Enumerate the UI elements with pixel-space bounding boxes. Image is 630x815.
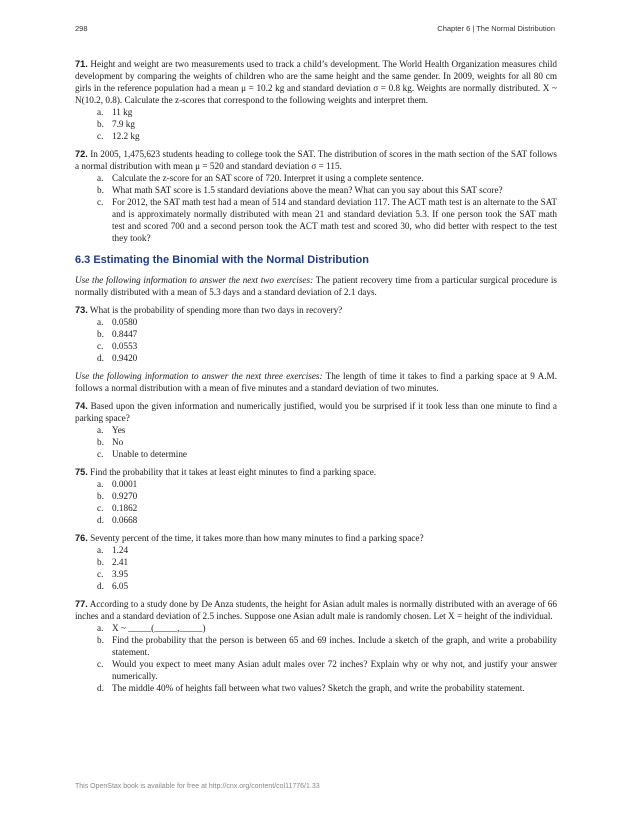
option-text: X ~ _____(_____,_____) [112,623,206,633]
intro-text: The length of time it takes to find a parking space at 9 A.M. follows a normal distribution with a mean of five minutes and a standard deviation of two minutes. [75,371,557,393]
option-text: Would you expect to meet many Asian adult males over 72 inches? Explain why or why not, and justify your answer numerically. [112,659,557,681]
exercise-number: 74. [75,401,88,411]
list-item [97,568,557,580]
option-text: For 2012, the SAT math test had a mean of 514 and standard deviation 117. The ACT math test is an alternate to the SAT and is approximately normally distributed with mean 21 and standard deviation 5.3. If one person took the SAT math test and scored 700 and a second person took the ACT math test and scored 30, who did better with respect to the test they took? [112,197,557,243]
option-text: 3.95 [112,569,129,579]
list-item [97,340,557,352]
exercise-73 [75,304,557,364]
page-header [75,24,555,33]
list-item [97,130,557,142]
option-letter: b. [97,437,104,447]
exercise-text: In 2005, 1,475,623 students heading to college took the SAT. The distribution of scores in the math section of the SAT follows a normal distribution with mean μ = 520 and standard deviation σ = 115. [75,149,557,171]
option-text: 0.1862 [112,503,138,513]
exercise-text: According to a study done by De Anza students, the height for Asian adult males is normally distributed with an average of 66 inches and a standard deviation of 2.5 inches. Suppose one Asian adult male is randomly chosen. Let X = height of the individual. [75,599,557,621]
exercise-number: 71. [75,59,88,69]
list-item [97,622,557,634]
option-text: 0.0580 [112,317,138,327]
option-list [75,478,557,526]
option-letter: c. [97,569,104,579]
exercise-72 [75,148,557,244]
exercise-text: What is the probability of spending more than two days in recovery? [89,305,343,315]
option-letter: b. [97,491,104,501]
option-text: The middle 40% of heights fall between what two values? Sketch the graph, and write the probability statement. [112,683,525,693]
option-letter: d. [97,353,104,363]
list-item [97,352,557,364]
exercise-text: Height and weight are two measurements used to track a child’s development. The World Health Organization measures child development by comparing the weights of children who are the same height and the same gender. In 2009, weights for all 80 cm girls in the reference population had a mean μ = 10.2 kg and standard deviation σ = 0.8 kg. Weights are normally distributed. X ~ N(10.2, 0.8). Calculate the z-scores that correspond to the following weights and interpret them. [75,59,558,105]
option-text: 12.2 kg [112,131,140,141]
intro-lead: Use the following information to answer the next three exercises: [75,371,323,381]
option-text: 0.0668 [112,515,138,525]
option-text: 1.24 [112,545,129,555]
exercise-number: 75. [75,467,88,477]
option-text: 0.9270 [112,491,138,501]
exercise-text: Find the probability that it takes at least eight minutes to find a parking space. [90,467,377,477]
exercise-76 [75,532,557,592]
option-list [75,172,557,244]
option-text: 0.8447 [112,329,138,339]
option-text: 11 kg [112,107,133,117]
intro-lead: Use the following information to answer the next two exercises: [75,275,314,285]
option-letter: d. [97,515,104,525]
list-item [97,196,557,244]
option-letter: a. [97,479,104,489]
option-letter: a. [97,545,104,555]
option-letter: c. [97,503,104,513]
exercise-text: Seventy percent of the time, it takes more than how many minutes to find a parking space? [90,533,424,543]
option-text: 6.05 [112,581,129,591]
option-letter: c. [97,659,104,669]
option-list [75,424,557,460]
list-item [97,634,557,658]
option-letter: c. [97,341,104,351]
page-footer: This OpenStax book is available for free at http://cnx.org/content/col11776/1.33 [75,783,320,790]
list-item [97,172,557,184]
exercise-number: 77. [75,599,88,609]
list-item [97,436,557,448]
page-number: 298 [75,24,88,33]
option-list [75,316,557,364]
list-item [97,478,557,490]
list-item [97,556,557,568]
option-text: Yes [112,425,126,435]
list-item [97,118,557,130]
option-text: Unable to determine [112,449,188,459]
section-title: 6.3 Estimating the Binomial with the Normal Distribution [75,254,369,266]
list-item [97,184,557,196]
page-content [75,58,557,700]
exercise-intro [75,370,557,394]
list-item [97,424,557,436]
exercise-intro [75,274,557,298]
option-letter: b. [97,635,104,645]
list-item [97,490,557,502]
option-letter: b. [97,329,104,339]
option-text: No [112,437,124,447]
option-text: Calculate the z-score for an SAT score of 720. Interpret it using a complete sentence. [112,173,424,183]
exercise-text: Based upon the given information and numerically justified, would you be surprised if it took less than one minute to find a parking space? [75,401,558,423]
exercise-number: 76. [75,533,88,543]
exercise-number: 73. [75,305,88,315]
option-letter: a. [97,317,104,327]
list-item [97,328,557,340]
option-text: 0.9420 [112,353,138,363]
list-item [97,316,557,328]
option-letter: b. [97,119,104,129]
option-letter: a. [97,623,104,633]
list-item [97,658,557,682]
option-text: What math SAT score is 1.5 standard deviations above the mean? What can you say about this SAT score? [112,185,503,195]
exercise-71 [75,58,557,142]
intro-text: The patient recovery time from a particular surgical procedure is normally distributed with a mean of 5.3 days and a standard deviation of 2.1 days. [75,275,557,297]
option-list [75,622,557,694]
exercise-74 [75,400,557,460]
option-letter: c. [97,449,104,459]
list-item [97,106,557,118]
list-item [97,514,557,526]
list-item [97,544,557,556]
exercise-75 [75,466,557,526]
option-list [75,544,557,592]
option-list [75,106,557,142]
option-letter: b. [97,557,104,567]
option-letter: a. [97,107,104,117]
option-letter: c. [97,131,104,141]
option-text: 2.41 [112,557,129,567]
exercise-77 [75,598,557,694]
option-letter: a. [97,425,104,435]
exercise-number: 72. [75,149,88,159]
list-item [97,448,557,460]
chapter-title: Chapter 6 | The Normal Distribution [437,24,555,33]
option-letter: d. [97,683,104,693]
option-text: 7.9 kg [112,119,135,129]
list-item [97,502,557,514]
list-item [97,580,557,592]
option-letter: b. [97,185,104,195]
list-item [97,682,557,694]
option-letter: d. [97,581,104,591]
option-text: Find the probability that the person is between 65 and 69 inches. Include a sketch of the graph, and write a probability statement. [112,635,557,657]
option-letter: c. [97,197,104,207]
option-letter: a. [97,173,104,183]
option-text: 0.0553 [112,341,138,351]
option-text: 0.0001 [112,479,138,489]
